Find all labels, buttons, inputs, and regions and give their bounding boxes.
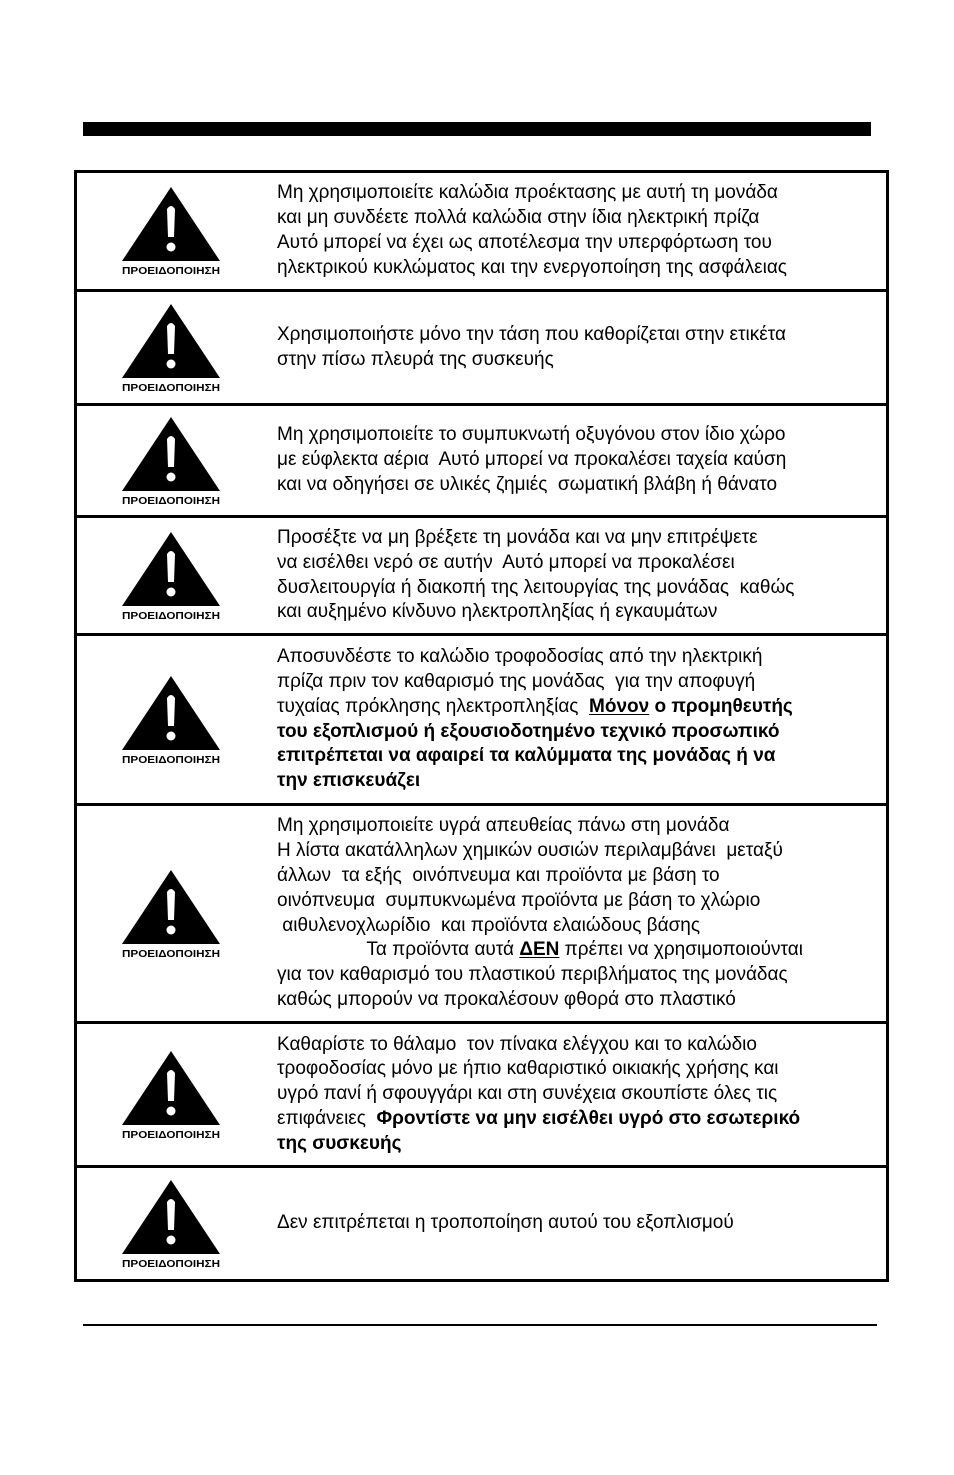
body-text: και να οδηγήσει σε υλικές ζημιές σωματική βλάβη ή θάνατο — [277, 473, 778, 495]
body-text: υγρό πανί ή σφουγγάρι και στη συνέχεια σκουπίστε όλες τις — [277, 1083, 778, 1105]
warning-text — [265, 1024, 886, 1165]
body-text: πρέπει να χρησιμοποιούνται — [559, 939, 803, 961]
text-line — [277, 181, 886, 206]
body-text: Προσέξτε να μη βρέξετε τη μονάδα και να μην επιτρέψετε — [277, 526, 758, 548]
warning-triangle-icon — [122, 676, 220, 764]
text-line — [277, 1033, 886, 1058]
text-line — [277, 231, 886, 256]
warning-text — [265, 406, 886, 515]
text-line — [277, 323, 886, 348]
text-line — [277, 1057, 886, 1082]
body-text: για τον καθαρισμό του πλαστικού περιβλήματος της μονάδας — [277, 964, 788, 986]
body-text: και μη συνδέετε πολλά καλώδια στην ίδια ηλεκτρική πρίζα — [277, 207, 760, 229]
emphasis-text: Μόνον — [589, 695, 650, 717]
text-line — [277, 1082, 886, 1107]
footer-rule — [83, 1324, 877, 1326]
text-line — [277, 576, 886, 601]
text-line — [277, 839, 886, 864]
text-line — [277, 889, 886, 914]
text-line — [277, 963, 886, 988]
body-text: ηλεκτρικού κυκλώματος και την ενεργοποίηση της ασφάλειας — [277, 256, 787, 278]
text-line — [277, 526, 886, 551]
text-line — [277, 744, 886, 769]
warning-row — [77, 1168, 886, 1279]
warning-icon-cell — [77, 806, 265, 1021]
text-line — [277, 423, 886, 448]
warning-icon-cell — [77, 518, 265, 633]
body-text: και αυξημένο κίνδυνο ηλεκτροπληξίας ή εγκαυμάτων — [277, 601, 718, 623]
warning-row — [77, 806, 886, 1024]
warning-row — [77, 406, 886, 518]
warning-row — [77, 1024, 886, 1168]
body-text: πρίζα πριν τον καθαρισμό της μονάδας για την αποφυγή — [277, 670, 756, 692]
text-line — [277, 814, 886, 839]
text-line — [277, 206, 886, 231]
text-line — [277, 256, 886, 281]
warning-icon-cell — [77, 1024, 265, 1165]
body-text: αιθυλενοχλωρίδιο και προϊόντα ελαιώδους βάσης — [277, 914, 701, 936]
emphasis-text: ΔΕΝ — [519, 939, 560, 961]
text-line — [277, 670, 886, 695]
warning-text — [265, 806, 886, 1021]
body-text: οινόπνευμα συμπυκνωμένα προϊόντα με βάση το χλώριο — [277, 889, 761, 911]
emphasis-text: του εξοπλισμού ή εξουσιοδοτημένο τεχνικό προσωπικό — [277, 720, 780, 742]
body-text: Αυτό μπορεί να έχει ως αποτέλεσμα την υπερφόρτωση του — [277, 232, 772, 253]
warning-triangle-icon — [122, 1180, 220, 1268]
body-text: δυσλειτουργία ή διακοπή της λειτουργίας της μονάδας καθώς — [277, 576, 795, 598]
emphasis-text: της συσκευής — [277, 1132, 402, 1154]
warnings-table — [74, 170, 889, 1282]
emphasis-text: ο προμηθευτής — [649, 695, 793, 717]
warning-row — [77, 518, 886, 636]
emphasis-text: Φροντίστε να μην εισέλθει υγρό στο εσωτερικό — [376, 1107, 801, 1129]
warning-text — [265, 173, 886, 289]
text-line — [277, 695, 886, 720]
text-line — [277, 448, 886, 473]
warning-triangle-icon — [122, 1051, 220, 1139]
body-text: με εύφλεκτα αέρια Αυτό μπορεί να προκαλέσει ταχεία καύση — [277, 449, 787, 471]
body-text: Μη χρησιμοποιείτε καλώδια προέκτασης με αυτή τη μονάδα — [277, 182, 778, 204]
emphasis-text: επιτρέπεται να αφαιρεί τα καλύμματα της μονάδας ή να — [277, 745, 776, 767]
warning-label: ΠΡΟΕΙΔΟΠΟΙΗΣΗ — [122, 495, 220, 505]
body-text: στην πίσω πλευρά της συσκευής — [277, 348, 554, 370]
warning-icon-cell — [77, 1168, 265, 1279]
text-line — [277, 600, 886, 625]
warning-label: ΠΡΟΕΙΔΟΠΟΙΗΣΗ — [122, 948, 220, 958]
text-line — [277, 645, 886, 670]
body-text: Καθαρίστε το θάλαμο τον πίνακα ελέγχου και το καλώδιο — [277, 1033, 757, 1055]
warning-triangle-icon — [122, 187, 220, 275]
warning-triangle-icon — [122, 417, 220, 505]
warning-icon-cell — [77, 406, 265, 515]
warning-icon-cell — [77, 173, 265, 289]
body-text: Δεν επιτρέπεται η τροποποίηση αυτού του εξοπλισμού — [277, 1212, 734, 1234]
warning-row — [77, 292, 886, 406]
body-text: να εισέλθει νερό σε αυτήν Αυτό μπορεί να προκαλέσει — [277, 551, 735, 573]
text-line — [277, 1211, 886, 1236]
body-text: τυχαίας πρόκλησης ηλεκτροπληξίας — [277, 695, 590, 717]
warning-icon-cell — [77, 292, 265, 403]
text-line — [277, 1107, 886, 1132]
warning-text — [265, 518, 886, 633]
warning-triangle-icon — [122, 532, 220, 620]
body-text: Μη χρησιμοποιείτε το συμπυκνωτή οξυγόνου στον ίδιο χώρο — [277, 424, 786, 446]
body-text: τροφοδοσίας μόνο με ήπιο καθαριστικό οικιακής χρήσης και — [277, 1058, 779, 1080]
warning-triangle-icon — [122, 304, 220, 392]
body-text: Τα προϊόντα αυτά — [277, 939, 520, 961]
text-line — [277, 864, 886, 889]
text-line — [277, 914, 886, 939]
warning-triangle-icon — [122, 870, 220, 958]
body-text: καθώς μπορούν να προκαλέσουν φθορά στο πλαστικό — [277, 988, 736, 1010]
warning-label: ΠΡΟΕΙΔΟΠΟΙΗΣΗ — [122, 266, 220, 275]
warning-label: ΠΡΟΕΙΔΟΠΟΙΗΣΗ — [122, 1258, 220, 1268]
text-line — [277, 1132, 886, 1157]
text-line — [277, 938, 886, 963]
text-line — [277, 769, 886, 794]
body-text: Μη χρησιμοποιείτε υγρά απευθείας πάνω στη μονάδα — [277, 815, 730, 837]
warning-row — [77, 636, 886, 806]
emphasis-text: την επισκευάζει — [277, 770, 421, 792]
body-text: Η λίστα ακατάλληλων χημικών ουσιών περιλαμβάνει μεταξύ — [277, 840, 783, 862]
warning-label: ΠΡΟΕΙΔΟΠΟΙΗΣΗ — [122, 754, 220, 764]
text-line — [277, 720, 886, 745]
warning-label: ΠΡΟΕΙΔΟΠΟΙΗΣΗ — [122, 382, 220, 392]
body-text: άλλων τα εξής οινόπνευμα και προϊόντα με βάση το — [277, 864, 720, 886]
warning-label: ΠΡΟΕΙΔΟΠΟΙΗΣΗ — [122, 1129, 220, 1139]
warning-label: ΠΡΟΕΙΔΟΠΟΙΗΣΗ — [122, 610, 220, 620]
text-line — [277, 551, 886, 576]
warning-text — [265, 1168, 886, 1279]
header-bar — [83, 122, 871, 136]
text-line — [277, 988, 886, 1013]
warning-row — [77, 173, 886, 292]
text-line — [277, 473, 886, 498]
body-text: Χρησιμοποιήστε μόνο την τάση που καθορίζεται στην ετικέτα — [277, 323, 786, 345]
warning-icon-cell — [77, 636, 265, 803]
warning-text — [265, 292, 886, 403]
body-text: Αποσυνδέστε το καλώδιο τροφοδοσίας από την ηλεκτρική — [277, 646, 763, 668]
warning-text — [265, 636, 886, 803]
body-text: επιφάνειες — [277, 1107, 377, 1129]
text-line — [277, 348, 886, 373]
